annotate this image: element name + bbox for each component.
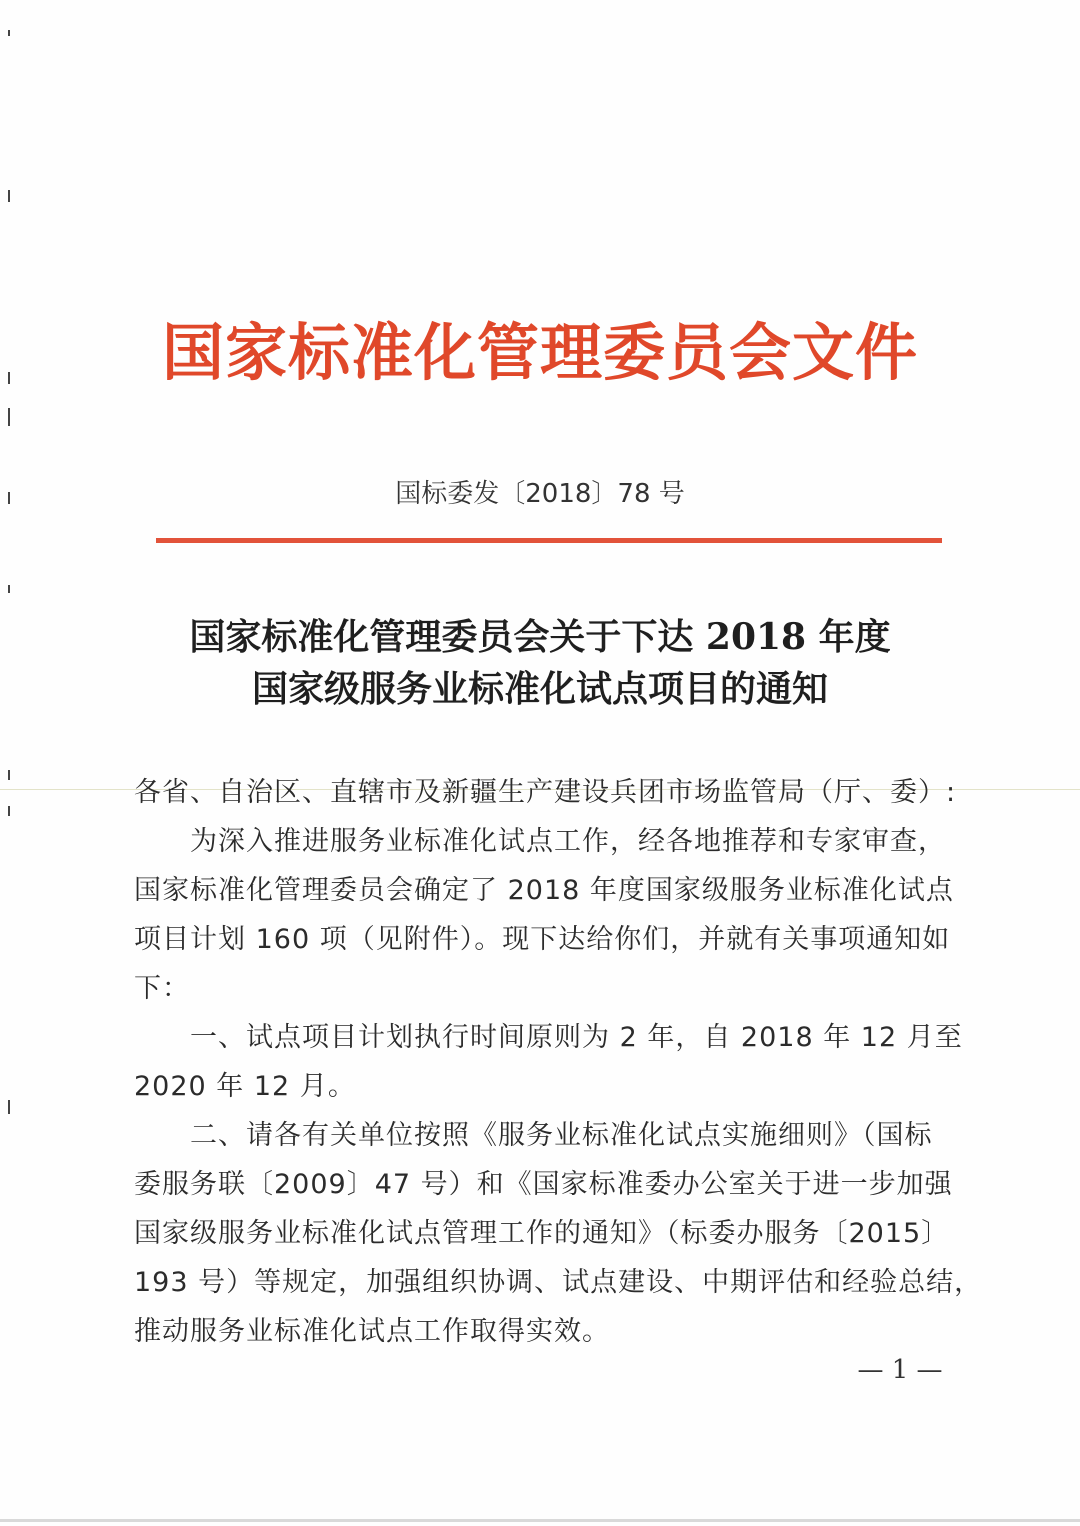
body-line: 项目计划 160 项（见附件）。现下达给你们，并就有关事项通知如	[134, 924, 951, 955]
scan-edge-mark	[8, 1100, 10, 1114]
body-line: 下：	[134, 973, 190, 1004]
scan-edge-mark	[8, 770, 10, 780]
document-number: 国标委发〔2018〕78 号	[395, 479, 685, 509]
scan-edge-mark	[8, 190, 10, 202]
body-line: 推动服务业标准化试点工作取得实效。	[134, 1316, 610, 1347]
scan-edge-mark	[8, 806, 10, 816]
issuing-org-header: 国家标准化管理委员会文件	[161, 316, 918, 389]
scan-edge-mark	[8, 408, 10, 426]
page-number: — 1 —	[857, 1355, 943, 1385]
scan-edge-mark	[8, 585, 10, 593]
body-line: 委服务联〔2009〕47 号）和《国家标准委办公室关于进一步加强	[134, 1169, 953, 1200]
addressee-line: 各省、自治区、直辖市及新疆生产建设兵团市场监管局（厅、委）:	[134, 777, 957, 808]
notice-title-line-2: 国家级服务业标准化试点项目的通知	[251, 668, 828, 710]
scan-edge-mark	[8, 30, 10, 36]
body-line: 国家标准化管理委员会确定了 2018 年度国家级服务业标准化试点	[134, 875, 954, 906]
body-line: 2020 年 12 月。	[134, 1071, 356, 1102]
body-line: 为深入推进服务业标准化试点工作，经各地推荐和专家审查，	[134, 826, 946, 857]
notice-title-line-1: 国家标准化管理委员会关于下达 2018 年度	[189, 616, 891, 658]
body-line: 一、试点项目计划执行时间原则为 2 年，自 2018 年 12 月至	[134, 1022, 963, 1053]
body-line: 193 号）等规定，加强组织协调、试点建设、中期评估和经验总结，	[134, 1267, 983, 1298]
scan-bottom-edge	[0, 1519, 1080, 1522]
body-line: 国家级服务业标准化试点管理工作的通知》（标委办服务〔2015〕	[134, 1218, 950, 1249]
body-line: 二、请各有关单位按照《服务业标准化试点实施细则》（国标	[134, 1120, 933, 1151]
red-separator-rule	[156, 538, 942, 543]
